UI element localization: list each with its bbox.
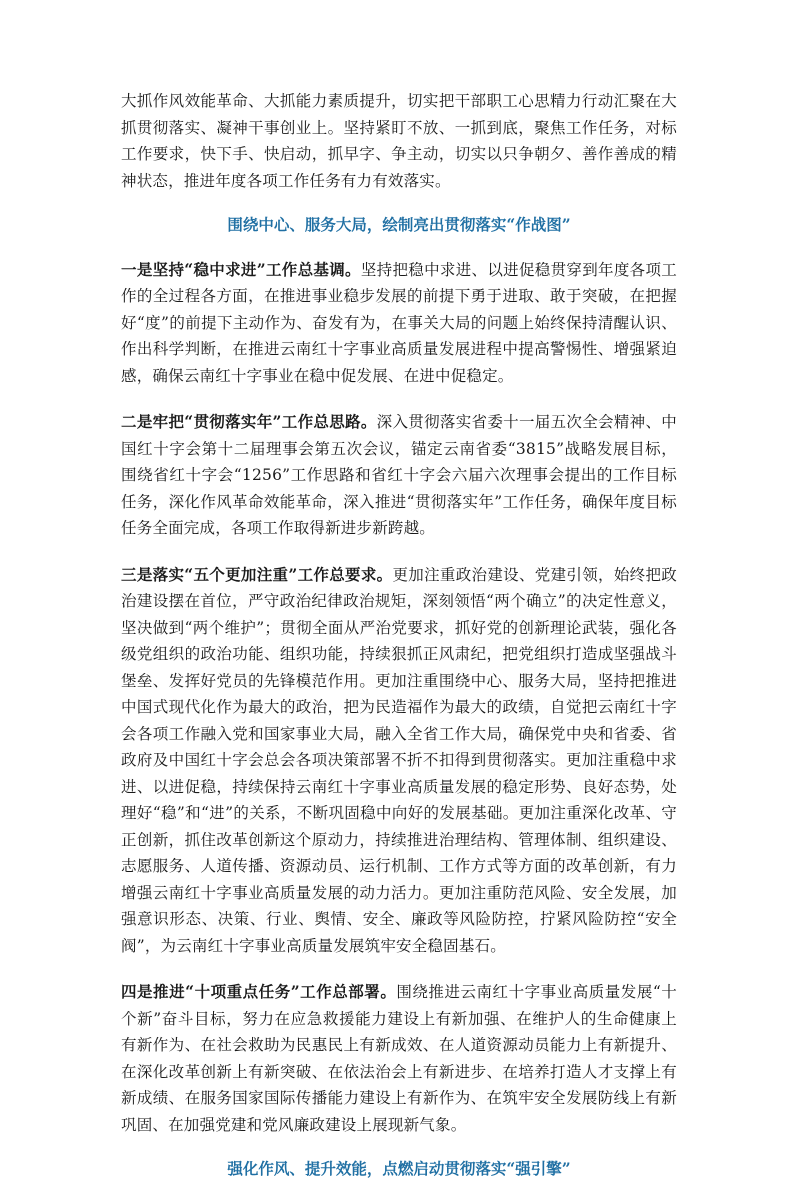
intro-paragraph: 大抓作风效能革命、大抓能力素质提升，切实把干部职工心思精力行动汇聚在大抓贯彻落实、凝神干事创业上。坚持紧盯不放、一抓到底，聚焦工作任务，对标工作要求，快下手、快启动，抓早字、争主动，切实以只争朝夕、善作善成的精神状态，推进年度各项工作任务有力有效落实。	[121, 92, 677, 190]
point-one-paragraph	[121, 257, 677, 390]
point-three-paragraph	[121, 562, 677, 960]
point-three-lead: 三是落实“五个更加注重”工作总要求。	[121, 564, 393, 584]
article-body	[121, 88, 677, 1183]
point-four-paragraph	[121, 979, 677, 1138]
point-one-text: 坚持把稳中求进、以进促稳贯穿到年度各项工作的全过程各方面，在推进事业稳步发展的前提下勇于进取、敢于突破，在把握好“度”的前提下主动作为、奋发有为，在事关大局的问题上始终保持清醒认识、作出科学判断，在推进云南红十字事业高质量发展进程中提高警惕性、增强紧迫感，确保云南红十字事业在稳中促发展、在进中促稳定。	[121, 260, 677, 385]
point-four-lead: 四是推进“十项重点任务”工作总部署。	[121, 982, 397, 1001]
point-two-text: 深入贯彻落实省委十一届五次全会精神、中国红十字会第十二届理事会第五次会议，锚定云南省委“3815”战略发展目标，围绕省红十字会“1256”工作思路和省红十字会六届六次理事会提出的工作目标任务，深化作风革命效能革命，深入推进“贯彻落实年”工作任务，确保年度目标任务全面完成，各项工作取得新进步新跨越。	[121, 413, 677, 537]
point-one-lead: 一是坚持“稳中求进”工作总基调。	[121, 259, 361, 279]
section-heading-battle-map: 围绕中心、服务大局，绘制亮出贯彻落实“作战图”	[227, 215, 571, 234]
point-three-text: 更加注重政治建设、党建引领，始终把政治建设摆在首位，严守政治纪律政治规矩，深刻领悟“两个确立”的决定性意义，坚决做到“两个维护”；贯彻全面从严治党要求，抓好党的创新理论武装，强化各级党组织的政治功能、组织功能，持续狠抓正风肃纪，把党组织打造成坚强战斗堡垒、发挥好党员的先锋模范作用。更加注重围绕中心、服务大局，坚持把推进中国式现代化作为最大的政治，把为民造福作为最大的政绩，自觉把云南红十字会各项工作融入党和国家事业大局，融入全省工作大局，确保党中央和省委、省政府及中国红十字会总会各项决策部署不折不扣得到贯彻落实。更加注重稳中求进、以进促稳，持续保持云南红十字事业高质量发展的稳定形势、良好态势，处理好“稳”和“进”的关系，不断巩固稳中向好的发展基础。更加注重深化改革、守正创新，抓住改革创新这个原动力，持续推进治理结构、管理体制、组织建设、志愿服务、人道传播、资源动员、运行机制、工作方式等方面的改革创新，有力增强云南红十字事业高质量发展的动力活力。更加注重防范风险、安全发展，加强意识形态、决策、行业、舆情、安全、廉政等风险防控，拧紧风险防控“安全阀”，为云南红十字事业高质量发展筑牢安全稳固基石。	[121, 565, 677, 955]
point-four-text: 围绕推进云南红十字事业高质量发展“十个新”奋斗目标，努力在应急救援能力建设上有新加强、在维护人的生命健康上有新作为、在社会救助为民惠民上有新成效、在人道资源动员能力上有新提升、在深化改革创新上有新突破、在依法治会上有新进步、在培养打造人才支撑上有新成绩、在服务国家国际传播能力建设上有新作为、在筑牢安全发展防线上有新巩固、在加强党建和党风廉政建设上展现新气象。	[121, 983, 678, 1134]
point-two-lead: 二是牢把“贯彻落实年”工作总思路。	[121, 412, 377, 431]
point-two-paragraph	[121, 409, 677, 542]
section-heading-engine: 强化作风、提升效能，点燃启动贯彻落实“强引擎”	[227, 1159, 571, 1178]
